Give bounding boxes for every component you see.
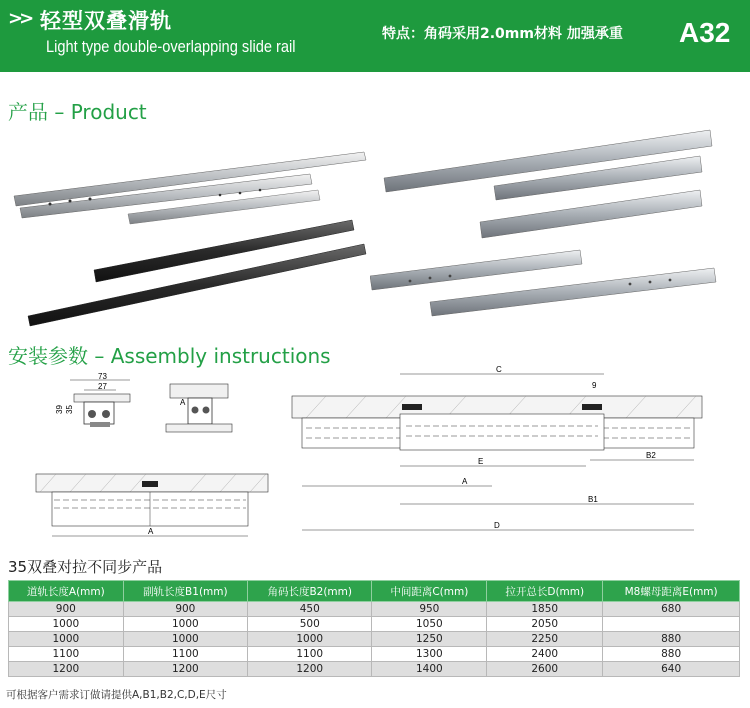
table-row bbox=[9, 662, 740, 677]
table-cell: 450 bbox=[248, 602, 372, 617]
table-cell: 2250 bbox=[487, 632, 603, 647]
double-chevron-icon: >> bbox=[8, 8, 31, 29]
col-header-c: 中间距离C(mm) bbox=[372, 581, 487, 602]
dim-c: C bbox=[496, 365, 502, 374]
table-cell: 1100 bbox=[248, 647, 372, 662]
table-cell: 1000 bbox=[248, 632, 372, 647]
table-cell: 1850 bbox=[487, 602, 603, 617]
table-cell: 1250 bbox=[372, 632, 487, 647]
table-cell: 1000 bbox=[9, 632, 124, 647]
table-cell: 2400 bbox=[487, 647, 603, 662]
table-cell: 2600 bbox=[487, 662, 603, 677]
col-header-e: M8螺母距离E(mm) bbox=[603, 581, 740, 602]
table-cell bbox=[603, 617, 740, 632]
table-header-row bbox=[9, 581, 740, 602]
table-cell: 1200 bbox=[9, 662, 124, 677]
mounted-section-diagram bbox=[164, 382, 236, 440]
table-cell: 880 bbox=[603, 647, 740, 662]
col-header-b1: 副轨长度B1(mm) bbox=[123, 581, 247, 602]
product-photo-left bbox=[10, 148, 370, 328]
dim-a-small: A bbox=[180, 398, 186, 407]
table-cell: 680 bbox=[603, 602, 740, 617]
table-cell: 1000 bbox=[123, 617, 247, 632]
dim-b1: B1 bbox=[588, 495, 598, 504]
table-cell: 1200 bbox=[123, 662, 247, 677]
table-cell: 1400 bbox=[372, 662, 487, 677]
title-english: Light type double-overlapping slide rail bbox=[46, 37, 296, 56]
table-cell: 1300 bbox=[372, 647, 487, 662]
table-cell: 640 bbox=[603, 662, 740, 677]
table-cell: 1000 bbox=[123, 632, 247, 647]
dim-d: D bbox=[494, 521, 500, 530]
dim-b2: B2 bbox=[646, 451, 656, 460]
product-code: A32 bbox=[679, 17, 731, 48]
dim-39: 39 bbox=[55, 405, 64, 414]
dim-9: 9 bbox=[592, 381, 597, 390]
custom-order-note: 可根据客户需求订做请提供A,B1,B2,C,D,E尺寸 bbox=[6, 689, 227, 701]
table-cell: 1000 bbox=[9, 617, 124, 632]
dim-e: E bbox=[478, 457, 484, 466]
features-text: 特点：角码采用2.0mm材料 加强承重 bbox=[382, 26, 623, 42]
header-banner bbox=[0, 0, 750, 72]
table-cell: 900 bbox=[9, 602, 124, 617]
side-view-diagram bbox=[30, 470, 270, 544]
assembly-section-title: 安装参数 – Assembly instructions bbox=[8, 344, 331, 368]
table-row bbox=[9, 617, 740, 632]
dim-27: 27 bbox=[98, 382, 107, 391]
table-cell: 1050 bbox=[372, 617, 487, 632]
table-caption: 35双叠对拉不同步产品 bbox=[8, 558, 163, 576]
table-cell: 900 bbox=[123, 602, 247, 617]
cross-section-diagram bbox=[54, 372, 134, 432]
dim-a-side: A bbox=[148, 527, 154, 536]
table-cell: 1100 bbox=[9, 647, 124, 662]
spec-table bbox=[8, 580, 740, 677]
table-row bbox=[9, 647, 740, 662]
table-row bbox=[9, 632, 740, 647]
dim-35: 35 bbox=[65, 405, 74, 414]
col-header-d: 拉开总长D(mm) bbox=[487, 581, 603, 602]
product-photo-right bbox=[370, 126, 730, 322]
table-cell: 880 bbox=[603, 632, 740, 647]
extended-assembly-diagram bbox=[286, 362, 706, 540]
table-cell: 2050 bbox=[487, 617, 603, 632]
table-cell: 1100 bbox=[123, 647, 247, 662]
table-cell: 500 bbox=[248, 617, 372, 632]
dim-a-ext: A bbox=[462, 477, 468, 486]
product-section-title: 产品 – Product bbox=[8, 100, 147, 124]
title-chinese: 轻型双叠滑轨 bbox=[40, 9, 172, 33]
col-header-b2: 角码长度B2(mm) bbox=[248, 581, 372, 602]
table-row bbox=[9, 602, 740, 617]
table-cell: 1200 bbox=[248, 662, 372, 677]
table-cell: 950 bbox=[372, 602, 487, 617]
col-header-a: 道轨长度A(mm) bbox=[9, 581, 124, 602]
dim-73: 73 bbox=[98, 372, 107, 381]
